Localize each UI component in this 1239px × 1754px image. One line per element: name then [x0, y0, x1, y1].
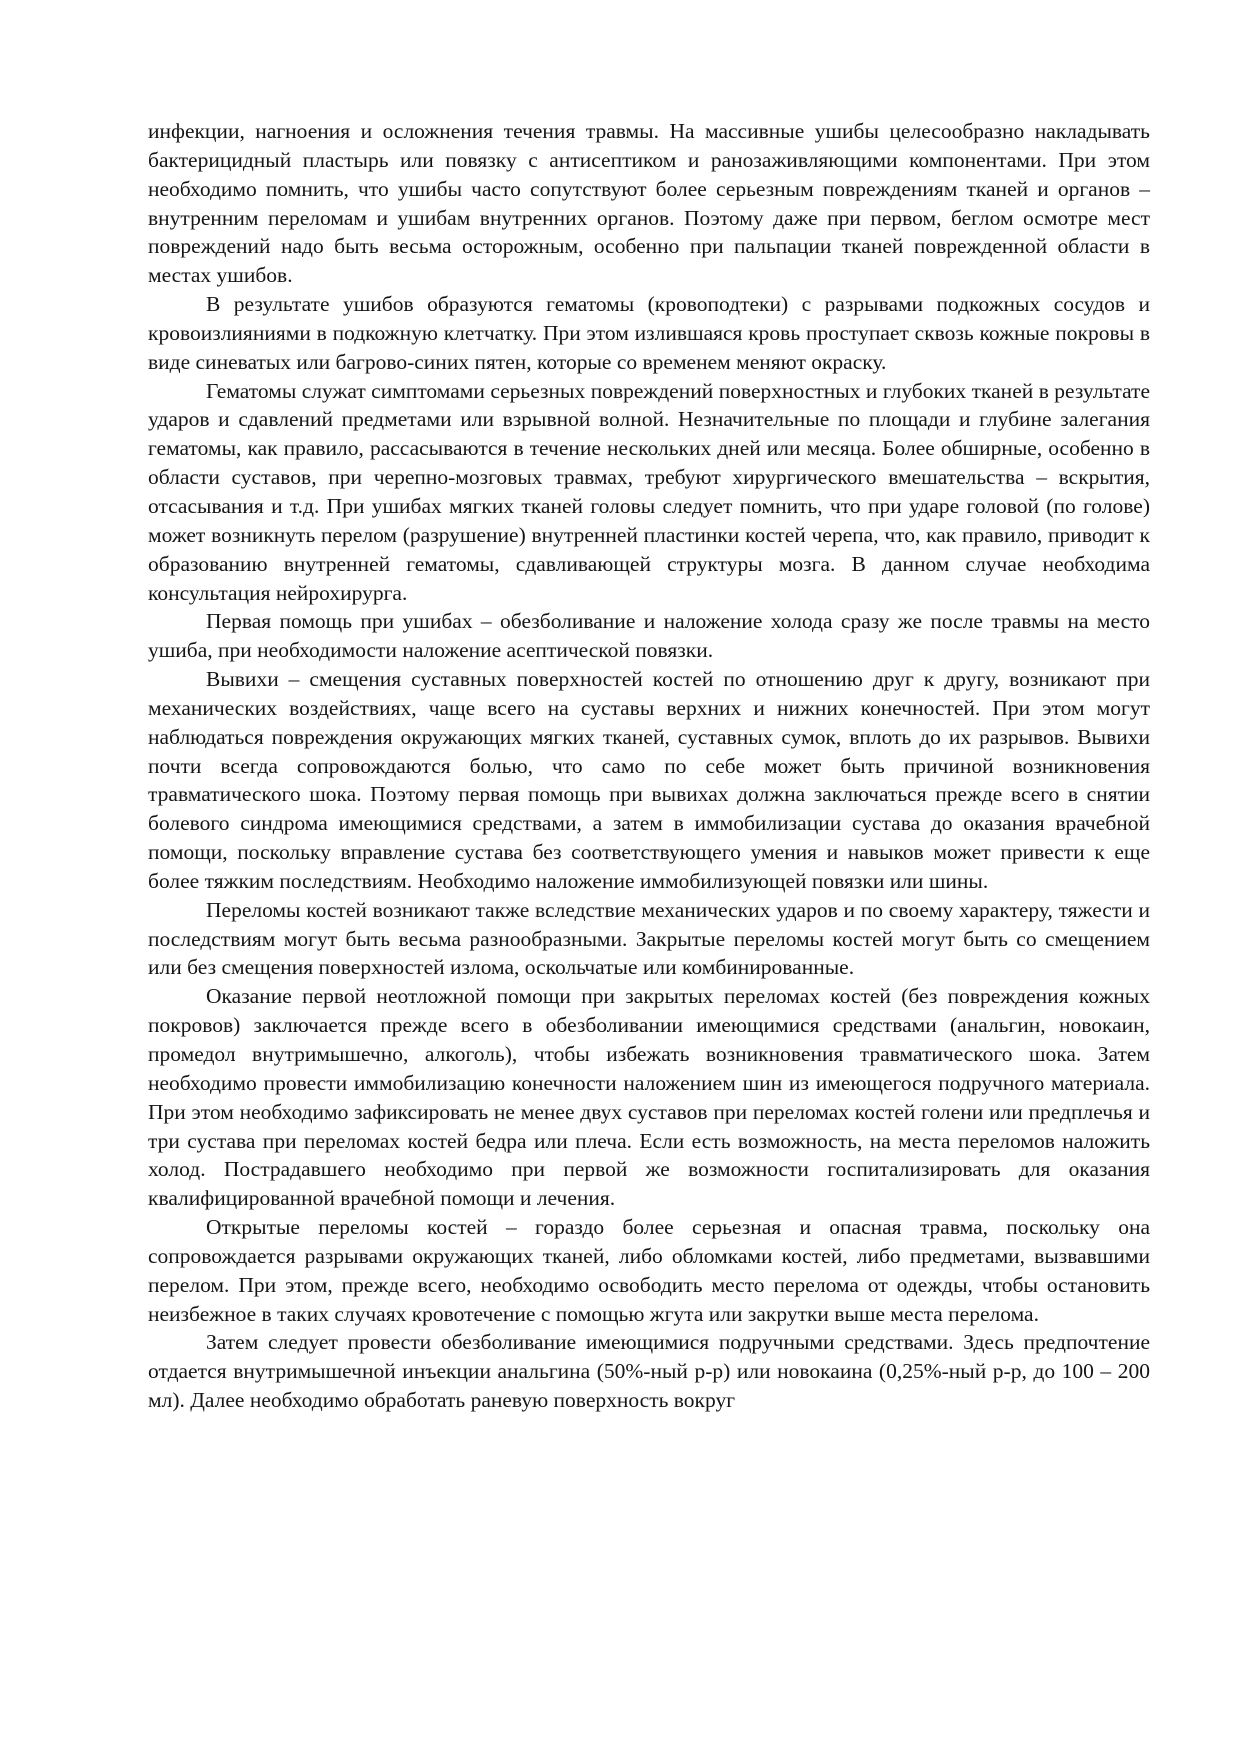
paragraph-bone-fractures: Переломы костей возникают также вследствие механических ударов и по своему характеру, тяжести и последствиям могут быть весьма разнообразными. Закрытые переломы костей могут быть со смещением или без смещения поверхностей излома, оскольчатые или комбинированные.: [148, 897, 1150, 980]
paragraph-bruise-first-aid: Первая помощь при ушибах – обезболивание и наложение холода сразу же после травмы на место ушиба, при необходимости наложение асептической повязки.: [148, 609, 1150, 663]
paragraph-open-fractures: Открытые переломы костей – гораздо более серьезная и опасная травма, поскольку она сопровождается разрывами окружающих тканей, либо обломками костей, либо предметами, вызвавшими перелом. При этом, прежде всего, необходимо освободить место перелома от одежды, чтобы остановить неизбежное в таких случаях кровотечение с помощью жгута или закрутки выше места перелома.: [148, 1215, 1150, 1326]
paragraph-hematoma-symptoms: Гематомы служат симптомами серьезных повреждений поверхностных и глубоких тканей в результате ударов и сдавлений предметами или взрывной волной. Незначительные по площади и глубине залегания гематомы, как правило, рассасываются в течение нескольких дней или месяца. Более обширные, особенно в области суставов, при черепно-мозговых травмах, требуют хирургического вмешательства – вскрытия, отсасывания и т.д. При ушибах мягких тканей головы следует помнить, что при ударе головой (по голове) может возникнуть перелом (разрушение) внутренней пластинки костей черепа, что, как правило, приводит к образованию внутренней гематомы, сдавливающей структуры мозга. В данном случае необходима консультация нейрохирурга.: [148, 378, 1150, 605]
document-page: [148, 117, 1150, 1415]
paragraph-hematoma-formation: В результате ушибов образуются гематомы (кровоподтеки) с разрывами подкожных сосудов и кровоизлияниями в подкожную клетчатку. При этом излившаяся кровь проступает сквозь кожные покровы в виде синеватых или багрово-синих пятен, которые со временем меняют окраску.: [148, 292, 1150, 374]
paragraph-closed-fracture-aid: Оказание первой неотложной помощи при закрытых переломах костей (без повреждения кожных покровов) заключается прежде всего в обезболивании имеющимися средствами (анальгин, новокаин, промедол внутримышечно, алкоголь), чтобы избежать возникновения травматического шока. Затем необходимо провести иммобилизацию конечности наложением шин из имеющегося подручного материала. При этом необходимо зафиксировать не менее двух суставов при переломах костей голени или предплечья и три сустава при переломах костей бедра или плеча. Если есть возможность, на места переломов наложить холод. Пострадавшего необходимо при первой же возможности госпитализировать для оказания квалифицированной врачебной помощи и лечения.: [148, 984, 1150, 1211]
paragraph-wound-infection: инфекции, нагноения и осложнения течения травмы. На массивные ушибы целесообразно накладывать бактерицидный пластырь или повязку с антисептиком и ранозаживляющими компонентами. При этом необходимо помнить, что ушибы часто сопутствуют более серьезным повреждениям тканей и органов – внутренним переломам и ушибам внутренних органов. Поэтому даже при первом, беглом осмотре мест повреждений надо быть весьма осторожным, особенно при пальпации тканей поврежденной области в местах ушибов.: [148, 119, 1150, 288]
paragraph-dislocations: Вывихи – смещения суставных поверхностей костей по отношению друг к другу, возникают при механических воздействиях, чаще всего на суставы верхних и нижних конечностей. При этом могут наблюдаться повреждения окружающих мягких тканей, суставных сумок, вплоть до их разрывов. Вывихи почти всегда сопровождаются болью, что само по себе может быть причиной возникновения травматического шока. Поэтому первая помощь при вывихах должна заключаться прежде всего в снятии болевого синдрома имеющимися средствами, а затем в иммобилизации сустава до оказания врачебной помощи, поскольку вправление сустава без соответствующего умения и навыков может привести к еще более тяжким последствиям. Необходимо наложение иммобилизующей повязки или шины.: [148, 667, 1150, 893]
paragraph-anesthesia: Затем следует провести обезболивание имеющимися подручными средствами. Здесь предпочтение отдается внутримышечной инъекции анальгина (50%-ный р-р) или новокаина (0,25%-ный р-р, до 100 – 200 мл). Далее необходимо обработать раневую поверхность вокруг: [148, 1330, 1150, 1413]
